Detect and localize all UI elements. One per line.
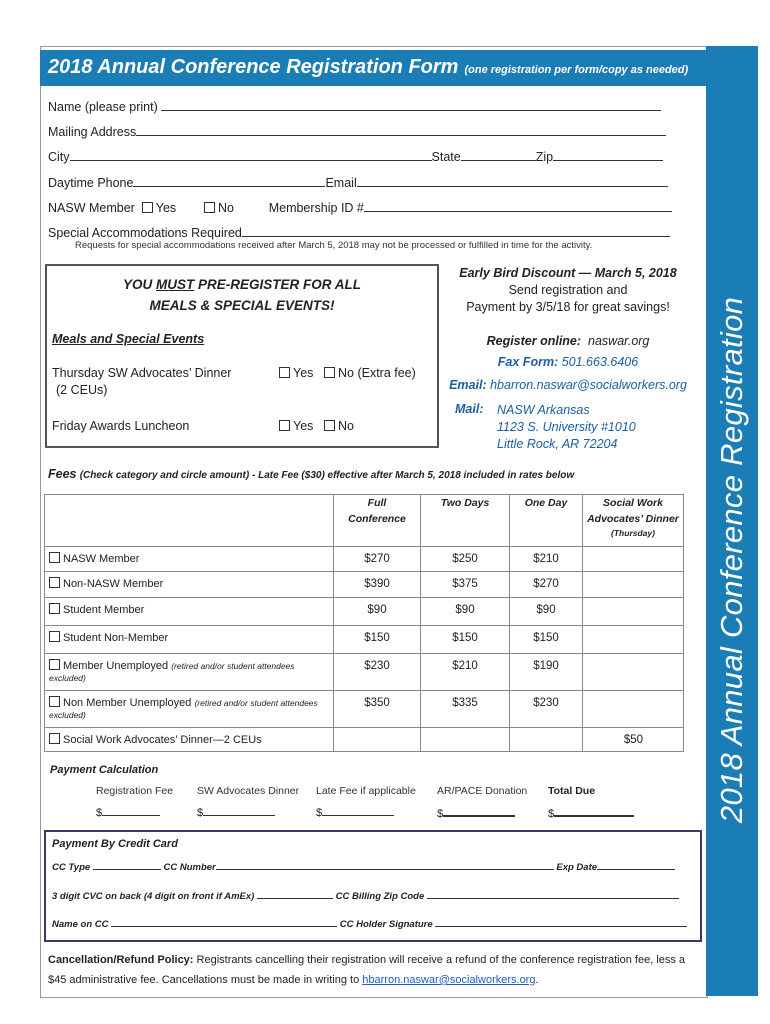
email-contact[interactable]: hbarron.naswar@socialworkers.org: [490, 378, 687, 392]
cc-exp-field[interactable]: [597, 860, 675, 870]
calc-col-registration: Registration Fee: [96, 785, 174, 797]
dollar-sign: $: [437, 808, 444, 820]
special-field[interactable]: [242, 224, 670, 237]
row-category: [45, 547, 334, 572]
row-checkbox[interactable]: [49, 603, 60, 614]
email-line: [440, 378, 696, 392]
state-label: State: [431, 150, 461, 164]
row-category: [45, 728, 334, 752]
cc-name-field[interactable]: [111, 917, 337, 927]
member-no-checkbox[interactable]: [204, 202, 215, 213]
credit-card-box: [44, 830, 702, 942]
row-full[interactable]: $270: [334, 547, 421, 572]
row-checkbox[interactable]: [49, 659, 60, 670]
row-full[interactable]: $350: [334, 691, 421, 728]
mail-label: [455, 402, 483, 416]
city-field[interactable]: [70, 148, 432, 161]
mail-line-1: NASW Arkansas: [497, 403, 590, 417]
row-label: Student Non-Member: [63, 632, 169, 644]
row-checkbox[interactable]: [49, 733, 60, 744]
friday-no[interactable]: [324, 419, 354, 433]
fees-table: [44, 494, 684, 752]
mailing-field[interactable]: [136, 123, 666, 136]
row-category: [45, 598, 334, 626]
row-category: [45, 572, 334, 598]
thursday-yes-label: Yes: [293, 366, 314, 380]
mail-line-3: Little Rock, AR 72204: [497, 437, 618, 451]
table-row[interactable]: [45, 691, 684, 728]
member-row: [48, 199, 672, 215]
friday-no-checkbox[interactable]: [324, 420, 335, 431]
mailing-row: [48, 123, 666, 139]
prereg-text-a: YOU: [122, 277, 156, 292]
dollar-sign: $: [548, 808, 555, 820]
registration-fee-field[interactable]: [96, 803, 160, 819]
header-sw: [583, 495, 684, 547]
row-sw[interactable]: [583, 598, 684, 626]
title-bar: [40, 50, 706, 86]
row-note-2: excluded): [49, 673, 86, 683]
membership-id-label: Membership ID #: [268, 201, 364, 215]
row-one[interactable]: $270: [510, 572, 583, 598]
table-row[interactable]: [45, 626, 684, 654]
donation-field[interactable]: [437, 803, 515, 820]
row-sw[interactable]: $50: [583, 728, 684, 752]
refund-policy: [48, 950, 688, 990]
thursday-yes-checkbox[interactable]: [279, 367, 290, 378]
payment-deadline: Payment by 3/5/18 for great savings!: [466, 300, 670, 314]
table-row[interactable]: [45, 654, 684, 691]
thursday-no[interactable]: [324, 366, 416, 380]
row-two[interactable]: $150: [421, 626, 510, 654]
row-two[interactable]: $375: [421, 572, 510, 598]
row-label: Social Work Advocates’ Dinner—2 CEUs: [63, 734, 262, 746]
cc-row-2: [52, 889, 679, 902]
thursday-no-checkbox[interactable]: [324, 367, 335, 378]
header-sw-3: (Thursday): [611, 528, 655, 538]
header-sw-2: Advocates’ Dinner: [587, 513, 679, 525]
dinner-fee-field[interactable]: [197, 803, 275, 819]
friday-yes-checkbox[interactable]: [279, 420, 290, 431]
cc-exp-label: Exp Date: [556, 862, 598, 873]
row-full[interactable]: $390: [334, 572, 421, 598]
row-note: (retired and/or student attendees: [194, 698, 318, 708]
fax-number: 501.663.6406: [561, 355, 639, 369]
row-label: Non Member Unemployed: [63, 697, 192, 709]
row-checkbox[interactable]: [49, 696, 60, 707]
special-label: Special Accommodations Required: [48, 226, 242, 240]
fax-label: Fax Form:: [497, 355, 559, 369]
header-one: One Day: [510, 495, 583, 547]
register-online: [440, 334, 696, 348]
fees-header-row: [45, 495, 684, 547]
policy-email-link[interactable]: hbarron.naswar@socialworkers.org: [362, 974, 536, 986]
dollar-sign: $: [96, 807, 103, 819]
policy-end: .: [535, 974, 539, 986]
row-note: (retired and/or student attendees: [171, 661, 295, 671]
name-label: Name (please print): [48, 100, 158, 114]
friday-yes[interactable]: [279, 419, 313, 433]
member-no-label: No: [217, 201, 234, 215]
header-sw-1: Social Work: [603, 497, 663, 509]
register-label: Register online:: [486, 334, 582, 348]
mail-address: [497, 402, 636, 453]
membership-id-field[interactable]: [364, 199, 672, 212]
send-registration: Send registration and: [508, 283, 628, 297]
row-full[interactable]: $150: [334, 626, 421, 654]
cc-cvc-label: 3 digit CVC on back (4 digit on front if AmEx): [52, 891, 255, 902]
cc-zip-field[interactable]: [427, 889, 679, 899]
cc-number-field[interactable]: [216, 860, 554, 870]
zip-label: Zip: [535, 150, 554, 164]
table-row[interactable]: [45, 598, 684, 626]
email-label: Email: [325, 176, 357, 190]
row-category: [45, 654, 334, 691]
phone-row: [48, 174, 668, 190]
table-row[interactable]: [45, 728, 684, 752]
email-field[interactable]: [357, 174, 668, 187]
row-label: Member Unemployed: [63, 660, 169, 672]
header-full-2: Conference: [348, 513, 406, 525]
cc-signature-label: CC Holder Signature: [339, 919, 433, 930]
sidebar-title: 2018 Annual Conference Registration: [714, 296, 749, 824]
row-sw[interactable]: [583, 572, 684, 598]
cc-type-label: CC Type: [52, 862, 91, 873]
row-one[interactable]: $150: [510, 626, 583, 654]
thursday-label: Thursday SW Advocates’ Dinner: [52, 366, 232, 380]
dollar-sign: $: [197, 807, 204, 819]
row-sw[interactable]: [583, 654, 684, 691]
row-two[interactable]: $90: [421, 598, 510, 626]
header-two: Two Days: [421, 495, 510, 547]
prereg-text-c: PRE-REGISTER FOR ALL: [194, 277, 362, 292]
fees-header-blank: [45, 495, 334, 547]
row-full[interactable]: $90: [334, 598, 421, 626]
friday-no-label: No: [338, 419, 354, 433]
mail-label-text: Mail:: [455, 402, 484, 416]
row-full: [334, 728, 421, 752]
fees-heading: [48, 467, 574, 481]
member-yes-checkbox[interactable]: [142, 202, 153, 213]
calc-col-donation: AR/PACE Donation: [437, 785, 528, 797]
row-sw[interactable]: [583, 626, 684, 654]
row-sw[interactable]: [583, 691, 684, 728]
calc-col-late: Late Fee if applicable: [316, 785, 416, 797]
row-label: NASW Member: [63, 553, 140, 565]
cc-type-field[interactable]: [93, 860, 161, 870]
cc-row-3: [52, 917, 687, 930]
row-category: [45, 691, 334, 728]
calc-col-dinner: SW Advocates Dinner: [197, 785, 300, 797]
row-two[interactable]: $335: [421, 691, 510, 728]
preregister-box: [45, 264, 439, 448]
row-one[interactable]: $210: [510, 547, 583, 572]
late-fee-field[interactable]: [316, 803, 394, 819]
row-checkbox[interactable]: [49, 552, 60, 563]
thursday-yes[interactable]: [279, 366, 313, 380]
cc-row-1: [52, 860, 675, 873]
row-full[interactable]: $230: [334, 654, 421, 691]
meals-heading: Meals and Special Events: [52, 332, 205, 346]
header-full: [334, 495, 421, 547]
phone-field[interactable]: [133, 174, 325, 187]
header-full-1: Full: [367, 497, 387, 509]
email-contact-label: Email:: [449, 378, 487, 392]
dollar-sign: $: [316, 807, 323, 819]
row-checkbox[interactable]: [49, 577, 60, 588]
phone-label: Daytime Phone: [48, 176, 134, 190]
thursday-no-label: No (Extra fee): [338, 366, 416, 380]
friday-label: Friday Awards Luncheon: [52, 419, 190, 433]
policy-text: Registrants cancelling their registration will receive a refund of the conference registration fee, less a $45 administrative fee. Cancellations must be made in writing to: [48, 954, 686, 986]
cc-name-label: Name on CC: [52, 919, 109, 930]
credit-card-heading: Payment By Credit Card: [52, 838, 178, 850]
mailing-label: Mailing Address: [48, 125, 137, 139]
cc-cvc-field[interactable]: [257, 889, 333, 899]
register-url[interactable]: naswar.org: [588, 334, 650, 348]
row-one[interactable]: $230: [510, 691, 583, 728]
name-field[interactable]: [161, 98, 661, 111]
cc-number-label: CC Number: [163, 862, 216, 873]
city-row: [48, 148, 663, 164]
special-note: Requests for special accommodations received after March 5, 2018 may not be processed or fulfilled in time for the activity.: [75, 240, 593, 251]
prereg-must: MUST: [156, 277, 195, 292]
row-note-2: excluded): [49, 710, 86, 720]
row-one[interactable]: $90: [510, 598, 583, 626]
state-field[interactable]: [461, 148, 536, 161]
fees-heading-note: (Check category and circle amount) - Late Fee ($30) effective after March 5, 2018 included in rates below: [79, 470, 575, 481]
row-two: [421, 728, 510, 752]
friday-yes-label: Yes: [293, 419, 314, 433]
special-row: [48, 224, 670, 240]
row-two[interactable]: $250: [421, 547, 510, 572]
form-title-main: 2018 Annual Conference Registration Form: [48, 56, 459, 78]
row-sw[interactable]: [583, 547, 684, 572]
policy-label: Cancellation/Refund Policy:: [48, 954, 194, 966]
row-label: Non-NASW Member: [63, 578, 164, 590]
prereg-line2: MEALS & SPECIAL EVENTS!: [149, 298, 335, 313]
preregister-title: [47, 274, 437, 316]
name-row: [48, 98, 661, 114]
total-due-field[interactable]: [548, 803, 634, 820]
zip-field[interactable]: [553, 148, 663, 161]
row-two[interactable]: $210: [421, 654, 510, 691]
row-category: [45, 626, 334, 654]
city-label: City: [48, 150, 70, 164]
form-title-sub: (one registration per form/copy as needed): [464, 64, 689, 76]
payment-calc-heading: Payment Calculation: [50, 764, 159, 776]
table-row[interactable]: [45, 547, 684, 572]
thursday-ceu: (2 CEUs): [56, 383, 108, 397]
cc-signature-field[interactable]: [435, 917, 687, 927]
fax-line: [440, 355, 696, 369]
row-label: Student Member: [63, 604, 145, 616]
cc-zip-label: CC Billing Zip Code: [335, 891, 425, 902]
fees-heading-label: Fees: [48, 467, 77, 481]
row-one: [510, 728, 583, 752]
early-bird: Early Bird Discount — March 5, 2018: [459, 266, 677, 280]
nasw-member-label: NASW Member: [48, 201, 135, 215]
form-title: [48, 56, 688, 79]
row-one[interactable]: $190: [510, 654, 583, 691]
row-checkbox[interactable]: [49, 631, 60, 642]
calc-col-total: Total Due: [548, 785, 596, 797]
member-yes-label: Yes: [155, 201, 177, 215]
table-row[interactable]: [45, 572, 684, 598]
mail-line-2: 1123 S. University #1010: [497, 420, 636, 434]
